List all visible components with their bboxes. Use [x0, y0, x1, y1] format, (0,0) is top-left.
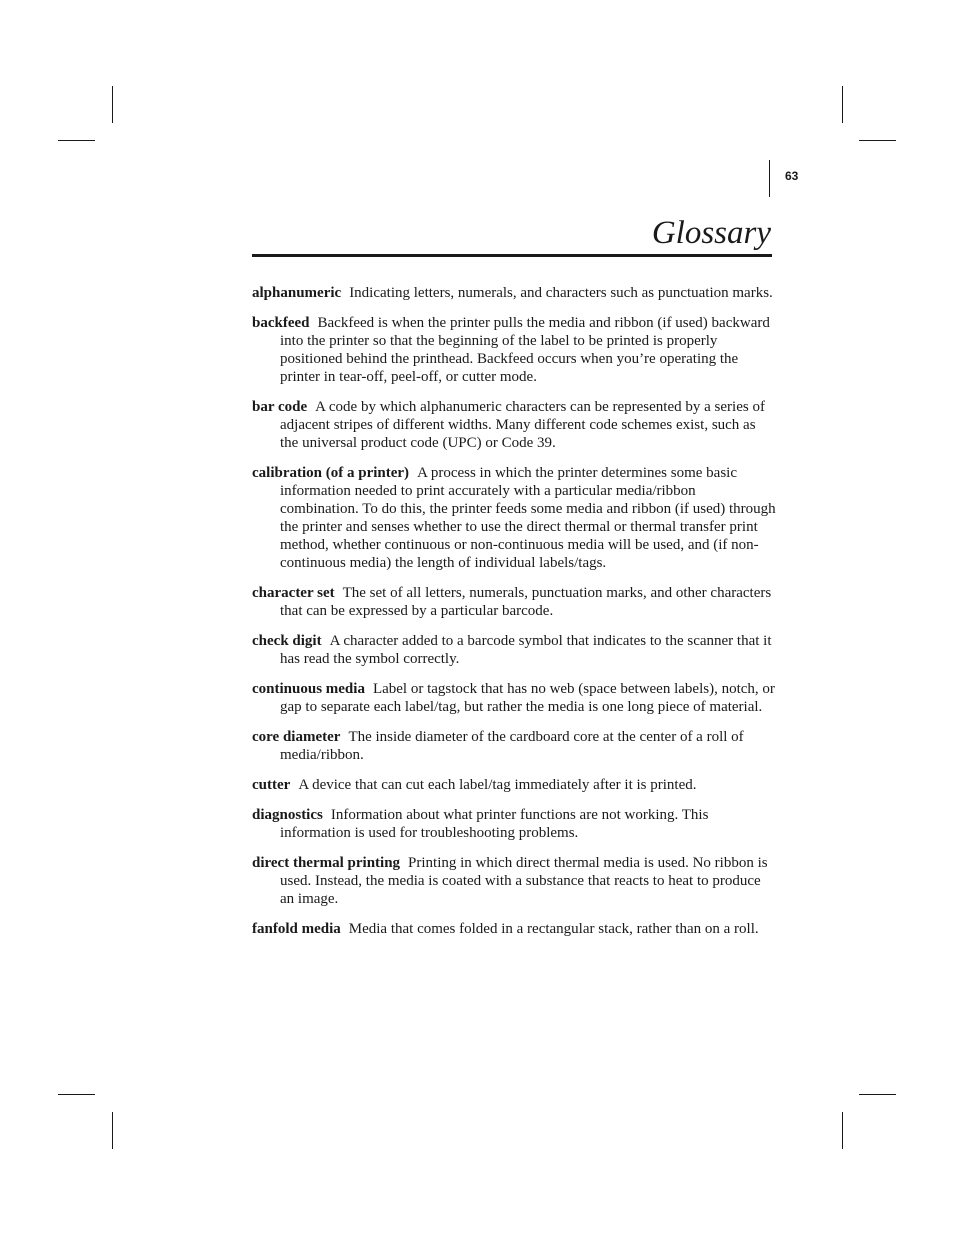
glossary-term: continuous media	[252, 681, 365, 697]
crop-mark-bottom-left-horizontal	[58, 1094, 95, 1095]
glossary-term: calibration (of a printer)	[252, 465, 410, 481]
glossary-entry	[252, 464, 777, 572]
crop-mark-top-right-vertical	[842, 86, 843, 123]
glossary-definition: A device that can cut each label/tag immediately after it is printed.	[298, 777, 697, 793]
glossary-term: core diameter	[252, 729, 341, 745]
glossary-definition: A code by which alphanumeric characters can be represented by a series of adjacent stripes of different widths. Many different code schemes exist, such as the universal product code (UPC) or Code 39.	[280, 399, 765, 451]
glossary-entry	[252, 728, 777, 764]
glossary-term: check digit	[252, 633, 322, 649]
title-rule	[252, 254, 772, 257]
page-number-rule	[769, 160, 770, 197]
glossary-entry	[252, 632, 777, 668]
crop-mark-bottom-right-horizontal	[859, 1094, 896, 1095]
glossary-list	[252, 284, 777, 950]
glossary-entry	[252, 680, 777, 716]
glossary-definition: Indicating letters, numerals, and characters such as punctuation marks.	[349, 285, 773, 301]
crop-mark-top-right-horizontal	[859, 140, 896, 141]
glossary-term: bar code	[252, 399, 308, 415]
glossary-definition: The inside diameter of the cardboard core at the center of a roll of media/ribbon.	[280, 729, 744, 763]
glossary-definition: A character added to a barcode symbol that indicates to the scanner that it has read the symbol correctly.	[280, 633, 772, 667]
crop-mark-top-left-horizontal	[58, 140, 95, 141]
glossary-entry	[252, 398, 777, 452]
crop-mark-top-left-vertical	[112, 86, 113, 123]
glossary-definition: Media that comes folded in a rectangular stack, rather than on a roll.	[348, 921, 759, 937]
glossary-entry	[252, 806, 777, 842]
glossary-term: direct thermal printing	[252, 855, 401, 871]
glossary-definition: The set of all letters, numerals, punctuation marks, and other characters that can be expressed by a particular barcode.	[280, 585, 772, 619]
glossary-term: fanfold media	[252, 921, 341, 937]
glossary-entry	[252, 920, 777, 938]
glossary-term: character set	[252, 585, 335, 601]
glossary-definition: Backfeed is when the printer pulls the media and ribbon (if used) backward into the printer so that the beginning of the label to be printed is properly positioned behind the printhead. Backfeed occurs when you’re operating the printer in tear-off, peel-off, or cutter mode.	[280, 315, 770, 385]
glossary-entry	[252, 776, 777, 794]
glossary-term: alphanumeric	[252, 285, 342, 301]
glossary-term: diagnostics	[252, 807, 323, 823]
glossary-definition: Label or tagstock that has no web (space between labels), notch, or gap to separate each label/tag, but rather the media is one long piece of material.	[280, 681, 775, 715]
glossary-entry	[252, 284, 777, 302]
glossary-entry	[252, 854, 777, 908]
page-number: 63	[785, 169, 799, 183]
glossary-entry	[252, 584, 777, 620]
glossary-definition: Printing in which direct thermal media is used. No ribbon is used. Instead, the media is coated with a substance that reacts to heat to produce an image.	[280, 855, 768, 907]
page-title: Glossary	[651, 215, 771, 251]
glossary-definition: A process in which the printer determines some basic information needed to print accurately with a particular media/ribbon combination. To do this, the printer feeds some media and ribbon (if used) through the printer and senses whether to use the direct thermal or thermal transfer print method, whether continuous or non-continuous media will be used, and (if non-continuous media) the length of individual labels/tags.	[280, 465, 776, 571]
crop-mark-bottom-left-vertical	[112, 1112, 113, 1149]
glossary-entry	[252, 314, 777, 386]
crop-mark-bottom-right-vertical	[842, 1112, 843, 1149]
glossary-term: backfeed	[252, 315, 310, 331]
glossary-term: cutter	[252, 777, 291, 793]
glossary-definition: Information about what printer functions are not working. This information is used for troubleshooting problems.	[280, 807, 709, 841]
